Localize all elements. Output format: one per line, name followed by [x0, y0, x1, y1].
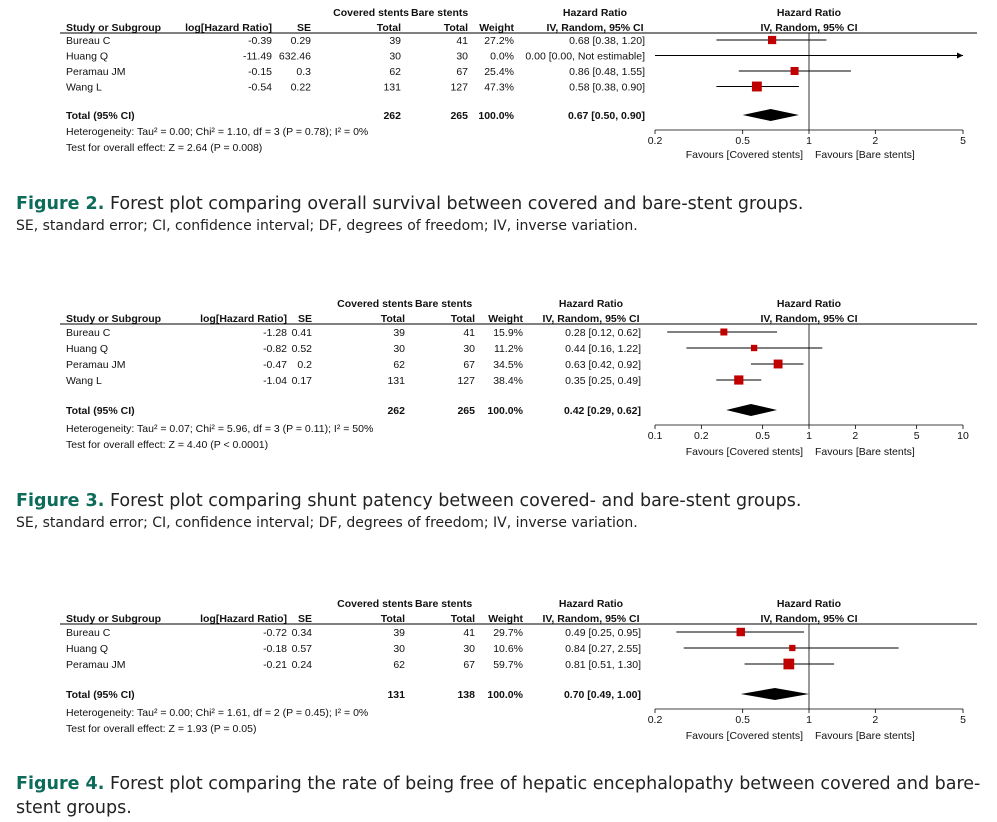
study-loghr: -0.47: [263, 359, 287, 371]
study-loghr: -0.21: [263, 659, 287, 671]
study-se: 0.22: [290, 81, 311, 94]
total-covered: 131: [387, 689, 405, 701]
study-weight: 11.2%: [494, 343, 523, 355]
study-effect-marker: [720, 329, 727, 336]
weight-column-header: Weight: [488, 313, 523, 325]
study-hr-ci: 0.58 [0.38, 0.90]: [569, 81, 645, 94]
study-total-covered: 39: [389, 35, 401, 47]
x-axis-tick-label: 2: [872, 714, 879, 726]
total1-column-header: Total: [380, 313, 405, 325]
group1-header: Covered stents: [337, 298, 413, 310]
favours-right-label: Favours [Bare stents]: [815, 149, 915, 161]
study-name: Huang Q: [66, 50, 109, 63]
figure-4-title: Forest plot comparing the rate of being free of hepatic encephalopathy between covered and bare-: [109, 774, 981, 794]
x-axis-tick-label: 1: [806, 714, 812, 726]
study-total-covered: 62: [393, 359, 405, 371]
loghr-column-header: log[Hazard Ratio]: [200, 313, 287, 325]
group1-header: Covered stents: [333, 7, 409, 19]
overall-effect-text: Test for overall effect: Z = 4.40 (P < 0.0001): [66, 439, 269, 451]
study-hr-ci: 0.81 [0.51, 1.30]: [565, 659, 641, 671]
study-se: 0.2: [297, 359, 312, 371]
total1-column-header: Total: [376, 22, 401, 34]
x-axis-tick-label: 0.5: [755, 430, 770, 442]
total2-column-header: Total: [443, 22, 468, 34]
study-se: 0.41: [291, 327, 312, 339]
loghr-column-header: log[Hazard Ratio]: [185, 22, 272, 34]
study-name: Peramau JM: [66, 359, 126, 371]
figure-2-title: Forest plot comparing overall survival between covered and bare-stent groups.: [109, 194, 804, 214]
figure-3-title: Forest plot comparing shunt patency between covered- and bare-stent groups.: [109, 491, 802, 511]
study-weight: 59.7%: [493, 659, 523, 671]
weight-column-header: Weight: [488, 613, 523, 625]
figure-2-label: Figure 2.: [16, 194, 105, 214]
se-column-header: SE: [296, 22, 311, 34]
ci-arrow: [957, 53, 963, 59]
group2-header: Bare stents: [411, 7, 469, 19]
study-weight: 10.6%: [493, 643, 523, 655]
study-hr-ci: 0.84 [0.27, 2.55]: [565, 643, 641, 655]
plot-subheader: IV, Random, 95% CI: [760, 613, 858, 625]
study-hr-ci: 0.86 [0.48, 1.55]: [569, 66, 645, 78]
total-covered: 262: [383, 110, 401, 122]
se-column-header: SE: [297, 613, 312, 625]
study-se: 0.34: [291, 627, 312, 639]
total-label: Total (95% CI): [66, 110, 135, 122]
study-effect-marker: [791, 67, 799, 75]
favours-left-label: Favours [Covered stents]: [685, 446, 803, 458]
figure-4-label: Figure 4.: [16, 774, 105, 794]
plot-subheader: IV, Random, 95% CI: [760, 22, 858, 34]
pooled-effect-diamond: [741, 688, 809, 700]
hr-column-title: Hazard Ratio: [558, 298, 624, 310]
study-weight: 47.3%: [484, 81, 514, 94]
forest-plot-figure-3: [0, 290, 997, 470]
study-hr-ci: 0.44 [0.16, 1.22]: [565, 343, 641, 355]
study-name: Wang L: [66, 375, 102, 387]
figure-3-caption: [16, 489, 801, 533]
x-axis-tick-label: 2: [852, 430, 859, 442]
favours-right-label: Favours [Bare stents]: [815, 446, 915, 458]
study-weight: 27.2%: [484, 35, 514, 47]
study-hr-ci: 0.00 [0.00, Not estimable]: [525, 50, 645, 63]
figure-2-note: SE, standard error; CI, confidence interval; DF, degrees of freedom; IV, inverse variation.: [16, 218, 638, 234]
study-total-covered: 30: [393, 643, 405, 655]
x-axis-tick-label: 2: [872, 135, 879, 147]
study-name: Bureau C: [66, 327, 111, 339]
study-total-covered: 30: [393, 343, 405, 355]
study-loghr: -11.49: [243, 50, 272, 63]
favours-left-label: Favours [Covered stents]: [685, 730, 803, 742]
x-axis-tick-label: 0.2: [694, 430, 709, 442]
hr-column-title: Hazard Ratio: [558, 598, 624, 610]
hr-column-subheader: IV, Random, 95% CI: [542, 613, 640, 625]
x-axis-tick-label: 0.2: [647, 714, 663, 726]
forest-plot-2-svg: [0, 0, 997, 170]
pooled-effect-diamond: [726, 404, 777, 416]
study-total-bare: 67: [463, 659, 475, 671]
study-se: 0.57: [291, 643, 312, 655]
study-column-header: Study or Subgroup: [66, 313, 162, 325]
plot-title: Hazard Ratio: [776, 598, 842, 610]
study-name: Bureau C: [66, 35, 111, 47]
x-axis-tick-label: 5: [960, 714, 966, 726]
study-se: 0.24: [291, 659, 312, 671]
study-hr-ci: 0.63 [0.42, 0.92]: [565, 359, 641, 371]
study-effect-marker: [774, 360, 783, 369]
figure-3-note: SE, standard error; CI, confidence interval; DF, degrees of freedom; IV, inverse variation.: [16, 515, 638, 531]
study-se: 0.52: [291, 343, 312, 355]
study-loghr: -0.18: [263, 643, 287, 655]
hr-column-title: Hazard Ratio: [562, 7, 628, 19]
study-hr-ci: 0.35 [0.25, 0.49]: [565, 375, 641, 387]
study-total-covered: 62: [393, 659, 405, 671]
heterogeneity-text: Heterogeneity: Tau² = 0.07; Chi² = 5.96, df = 3 (P = 0.11); I² = 50%: [66, 423, 374, 435]
x-axis-tick-label: 0.2: [647, 135, 663, 147]
total-weight: 100.0%: [487, 689, 523, 701]
study-total-covered: 131: [387, 375, 405, 387]
study-total-covered: 39: [393, 627, 405, 639]
study-se: 0.29: [290, 35, 311, 47]
total-label: Total (95% CI): [66, 405, 135, 417]
study-name: Huang Q: [66, 343, 109, 355]
study-total-bare: 127: [457, 375, 475, 387]
study-column-header: Study or Subgroup: [66, 22, 162, 34]
hr-column-subheader: IV, Random, 95% CI: [542, 313, 640, 325]
total-weight: 100.0%: [478, 110, 514, 122]
study-total-bare: 30: [463, 343, 475, 355]
study-se: 632.46: [278, 50, 311, 63]
total-hr-ci: 0.67 [0.50, 0.90]: [567, 110, 645, 122]
study-loghr: -0.39: [248, 35, 272, 47]
study-loghr: -1.04: [263, 375, 287, 387]
forest-plot-3-svg: [0, 290, 997, 470]
total-covered: 262: [387, 405, 405, 417]
study-hr-ci: 0.68 [0.38, 1.20]: [569, 35, 645, 47]
x-axis-tick-label: 0.1: [647, 430, 663, 442]
group1-header: Covered stents: [337, 598, 413, 610]
total-hr-ci: 0.70 [0.49, 1.00]: [563, 689, 641, 701]
study-total-bare: 67: [456, 66, 468, 78]
plot-title: Hazard Ratio: [776, 7, 842, 19]
x-axis-tick-label: 5: [913, 430, 920, 442]
study-loghr: -0.82: [263, 343, 287, 355]
study-weight: 25.4%: [484, 66, 514, 78]
study-loghr: -0.72: [263, 627, 287, 639]
study-name: Wang L: [66, 81, 102, 94]
study-effect-marker: [752, 82, 762, 92]
se-column-header: SE: [297, 313, 312, 325]
study-loghr: -0.54: [248, 81, 272, 94]
study-effect-marker: [751, 345, 757, 351]
x-axis-tick-label: 1: [806, 430, 812, 442]
study-loghr: -0.15: [248, 66, 272, 78]
study-total-bare: 67: [463, 359, 475, 371]
study-effect-marker: [768, 36, 776, 44]
study-total-covered: 131: [383, 81, 401, 94]
study-weight: 34.5%: [493, 359, 523, 371]
study-weight: 38.4%: [493, 375, 523, 387]
study-name: Bureau C: [66, 627, 111, 639]
study-column-header: Study or Subgroup: [66, 613, 162, 625]
total-label: Total (95% CI): [66, 689, 135, 701]
study-total-bare: 41: [463, 627, 475, 639]
study-hr-ci: 0.28 [0.12, 0.62]: [565, 327, 641, 339]
overall-effect-text: Test for overall effect: Z = 1.93 (P = 0.05): [66, 723, 257, 735]
study-total-bare: 30: [463, 643, 475, 655]
study-effect-marker: [734, 375, 743, 384]
group2-header: Bare stents: [415, 598, 473, 610]
overall-effect-text: Test for overall effect: Z = 2.64 (P = 0.008): [66, 142, 263, 154]
figure-3-label: Figure 3.: [16, 491, 105, 511]
study-weight: 15.9%: [493, 327, 523, 339]
study-hr-ci: 0.49 [0.25, 0.95]: [565, 627, 641, 639]
figure-4-caption: [16, 772, 980, 820]
pooled-effect-diamond: [743, 109, 799, 121]
forest-plot-figure-2: [0, 0, 997, 170]
weight-column-header: Weight: [479, 22, 514, 34]
study-effect-marker: [783, 659, 794, 670]
total2-column-header: Total: [450, 313, 475, 325]
study-name: Peramau JM: [66, 659, 126, 671]
study-name: Peramau JM: [66, 66, 126, 78]
plot-subheader: IV, Random, 95% CI: [760, 313, 858, 325]
total-bare: 265: [450, 110, 468, 122]
total-bare: 138: [457, 689, 475, 701]
figure-2-caption: [16, 192, 803, 236]
favours-left-label: Favours [Covered stents]: [685, 149, 803, 161]
group2-header: Bare stents: [415, 298, 473, 310]
study-effect-marker: [789, 645, 795, 651]
x-axis-tick-label: 10: [957, 430, 969, 442]
x-axis-tick-label: 0.5: [735, 135, 750, 147]
heterogeneity-text: Heterogeneity: Tau² = 0.00; Chi² = 1.10, df = 3 (P = 0.78); I² = 0%: [66, 126, 369, 138]
total-weight: 100.0%: [487, 405, 523, 417]
total1-column-header: Total: [380, 613, 405, 625]
study-se: 0.17: [291, 375, 312, 387]
study-total-bare: 41: [456, 35, 468, 47]
study-total-covered: 30: [389, 50, 401, 63]
forest-plot-4-svg: [0, 590, 997, 760]
plot-title: Hazard Ratio: [776, 298, 842, 310]
total2-column-header: Total: [450, 613, 475, 625]
total-bare: 265: [457, 405, 475, 417]
study-total-bare: 30: [456, 50, 468, 63]
study-total-bare: 41: [463, 327, 475, 339]
study-loghr: -1.28: [263, 327, 287, 339]
hr-column-subheader: IV, Random, 95% CI: [546, 22, 644, 34]
heterogeneity-text: Heterogeneity: Tau² = 0.00; Chi² = 1.61, df = 2 (P = 0.45); I² = 0%: [66, 707, 369, 719]
study-se: 0.3: [296, 66, 311, 78]
study-weight: 0.0%: [490, 50, 514, 63]
x-axis-tick-label: 1: [806, 135, 812, 147]
study-name: Huang Q: [66, 643, 109, 655]
total-hr-ci: 0.42 [0.29, 0.62]: [563, 405, 641, 417]
figure-4-title-cont: stent groups.: [16, 798, 132, 818]
x-axis-tick-label: 0.5: [735, 714, 750, 726]
study-total-covered: 39: [393, 327, 405, 339]
study-total-bare: 127: [450, 81, 468, 94]
favours-right-label: Favours [Bare stents]: [815, 730, 915, 742]
study-total-covered: 62: [389, 66, 401, 78]
loghr-column-header: log[Hazard Ratio]: [200, 613, 287, 625]
x-axis-tick-label: 5: [960, 135, 966, 147]
study-effect-marker: [737, 628, 745, 636]
forest-plot-figure-4: [0, 590, 997, 760]
study-weight: 29.7%: [493, 627, 523, 639]
